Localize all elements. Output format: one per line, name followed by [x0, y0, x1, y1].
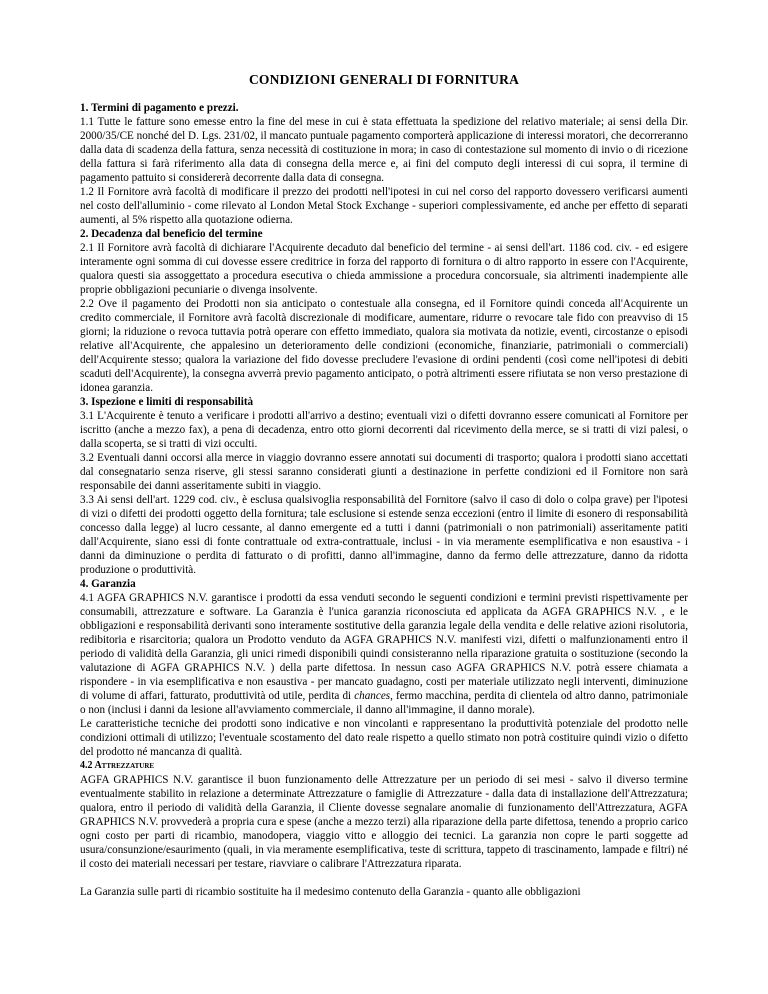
section-4-heading: 4. Garanzia	[80, 578, 136, 590]
section-2-1-text: 2.1 Il Fornitore avrà facoltà di dichiarare l'Acquirente decaduto dal beneficio del termine - ai sensi dell'art. 1186 cod. civ. - ed esigere interamente ogni somma di cui dovesse essere creditrice in forza del rapporto di fornitura o di altro rapporto in essere con l'Acquirente, qualora questi sia assoggettato a procedura esecutiva o chieda ammissione a procedura concorsuale, sia altrimenti inadempiente alle proprie obbligazioni pecuniarie o divenga insolvente.	[80, 242, 688, 296]
section-4-1-italic: chances	[354, 690, 391, 702]
section-4-1-tail: , fermo macchina, perdita di clientela od altro danno, patrimoniale o non (inclusi i danni da lesione all'avviamento commerciale, il danno all'immagine, il danno morale).	[80, 690, 688, 716]
section-1-2-text: 1.2 Il Fornitore avrà facoltà di modificare il prezzo dei prodotti nell'ipotesi in cui nel corso del rapporto dovessero verificarsi aumenti nel costo dell'alluminio - come rilevato al London Metal Stock Exchange - superiori complessivamente, ed anche per effetto di separati aumenti, al 5% rispetto alla quotazione odierna.	[80, 186, 688, 226]
document-title: CONDIZIONI GENERALI DI FORNITURA	[248, 72, 520, 87]
section-3-1-text: 3.1 L'Acquirente è tenuto a verificare i prodotti all'arrivo a destino; eventuali vizi o difetti dovranno essere comunicati al Fornitore per iscritto (anche a mezzo fax), a pena di decadenza, entro otto giorni decorrenti dal ricevimento della merce, se si tratti di vizi palesi, o dalla scoperta, se si tratti di vizi occulti.	[80, 410, 688, 450]
section-3-3-text: 3.3 Ai sensi dell'art. 1229 cod. civ., è esclusa qualsivoglia responsabilità del Fornitore (salvo il caso di dolo o colpa grave) per l'ipotesi di vizi o difetti dei prodotti oggetto della fornitura; tale esclusione si estende senza eccezioni (entro il limite di esonero di responsabilità concesso dalla legge) al lucro cessante, al danno emergente ed a tutti i danni (patrimoniali o non patrimoniali) asseritamente patiti dall'Acquirente, siano essi di fonte contrattuale od extra-contrattuale, inclusi - in via meramente esemplificativa e non esaustiva - i danni da diminuzione o perdita di fatturato o di profitti, danno all'immagine, danno da fermo delle attrezzature, danno da ridotta produzione o produttività.	[80, 494, 688, 576]
section-3-heading: 3. Ispezione e limiti di responsabilità	[80, 396, 254, 408]
section-1-heading: 1. Termini di pagamento e prezzi.	[80, 102, 239, 114]
section-2-2-text: 2.2 Ove il pagamento dei Prodotti non sia anticipato o contestuale alla consegna, ed il Fornitore quindi conceda all'Acquirente un credito commerciale, il Fornitore avrà facoltà discrezionale di modificare, aumentare, ridurre o revocare tale fido con preavviso di 15 giorni; la riduzione o revoca tuttavia potrà operare con effetto immediato, qualora sia motivata da notizie, eventi, circostanze o episodi relative all'Acquirente, che appalesino un deterioramento delle condizioni (economiche, finanziarie, patrimoniali o commerciali) dell'Acquirente stesso; qualora la variazione del fido dovesse precludere l'evasione di ordini pendenti (così come nell'ipotesi di debiti scaduti dell'Acquirente), la consegna avverrà previo pagamento anticipato, o potrà altrimenti essere rifiutata se non verso prestazione di idonea garanzia.	[80, 298, 688, 394]
section-4-1-text	[80, 591, 688, 717]
section-1-1-text: 1.1 Tutte le fatture sono emesse entro la fine del mese in cui è stata effettuata la spedizione del relativo materiale; ai sensi della Dir. 2000/35/CE nonché del D. Lgs. 231/02, il mancato puntuale pagamento comporterà applicazione di interessi moratori, che decorreranno dalla data di scadenza della fattura, senza necessità di costituzione in mora; in caso di contestazione sul momento di invio o di ricezione della fattura si farà riferimento alla data di consegna della merce e, ai fini del computo degli interessi di cui sopra, il termine di pagamento pattuito si considererà decorrente dalla data di consegna.	[80, 116, 688, 184]
section-4-technical-note: Le caratteristiche tecniche dei prodotti sono indicative e non vincolanti e rappresentano la produttività potenziale del prodotto nelle condizioni ottimali di utilizzo; l'eventuale scostamento del dato reale rispetto a quello stimato non potrà costituire quindi vizio o difetto del prodotto né mancanza di qualità.	[80, 718, 688, 758]
section-4-2-heading: 4.2 Attrezzature	[80, 760, 155, 771]
section-3-2-text: 3.2 Eventuali danni occorsi alla merce in viaggio dovranno essere annotati sui documenti di trasporto; qualora i prodotti siano accettati dal consegnatario senza riserve, gli stessi saranno considerati giunti a destinazione in perfette condizioni ed il Fornitore non sarà responsabile dei danni asseritamente subiti in viaggio.	[80, 452, 688, 492]
section-4-1-body: 4.1 AGFA GRAPHICS N.V. garantisce i prodotti da essa venduti secondo le seguenti condizioni e termini previsti rispettivamente per consumabili, attrezzature e software. La Garanzia è l'unica garanzia riconosciuta ed applicata da AGFA GRAPHICS N.V. , e le obbligazioni e responsabilità derivanti sono interamente sostitutive della garanzia legale della vendita e delle relative azioni risolutoria, redibitoria e risarcitoria; qualora un Prodotto venduto da AGFA GRAPHICS N.V. manifesti vizi, difetti o malfunzionamenti entro il periodo di validità della Garanzia, gli unici rimedi disponibili quindi consisteranno nella riparazione gratuita o sostituzione (secondo la valutazione di AGFA GRAPHICS N.V. ) della parte difettosa. In nessun caso AGFA GRAPHICS N.V. potrà essere chiamata a rispondere - in via esemplificativa e non esaustiva - per mancato guadagno, costi per materiale utilizzato negli interventi, diminuzione di volume di affari, fatturato, produttività od utile, perdita di	[80, 592, 688, 702]
document-page	[80, 60, 688, 899]
section-4-2-text: AGFA GRAPHICS N.V. garantisce il buon funzionamento delle Attrezzature per un periodo di sei mesi - salvo il diverso termine eventualmente stabilito in relazione a determinate Attrezzature o famiglie di Attrezzature - dalla data di installazione dell'Attrezzatura; qualora, entro il periodo di validità della Garanzia, il Cliente dovesse segnalare anomalie di funzionamento dell'Attrezzatura, AGFA GRAPHICS N.V. provvederà a propria cura e spese (anche a mezzo terzi) alla riparazione della parte difettosa, tenendo a proprio carico ogni costo per parti di ricambio, manodopera, viaggio vitto e alloggio dei tecnici. La garanzia non copre le parti soggette ad usura/consunzione/esaurimento (quali, in via meramente esemplificativa, teste di scrittura, tappeto di trascinamento, lampade e filtri) né il costo dei materiali necessari per testare, riavviare o calibrare l'Attrezzatura riparata.	[80, 774, 688, 870]
section-2-heading: 2. Decadenza dal beneficio del termine	[80, 228, 263, 240]
section-4-2-continuation: La Garanzia sulle parti di ricambio sostituite ha il medesimo contenuto della Garanzia - quanto alle obbligazioni	[80, 886, 581, 898]
